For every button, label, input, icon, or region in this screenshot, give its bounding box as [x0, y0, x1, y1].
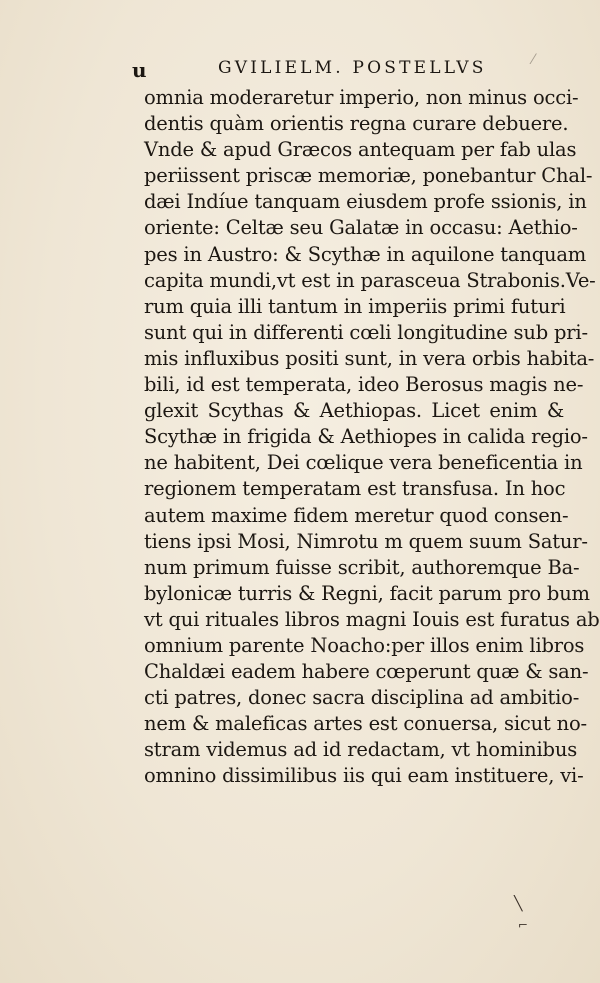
- text-line: dæi Indíue tanquam eiusdem profe ssionis, in: [144, 190, 587, 214]
- text-line: sunt qui in differenti cœli longitudine sub pri-: [144, 320, 588, 344]
- text-line: bili, id est temperata, ideo Berosus magis ne-: [144, 373, 584, 397]
- page-number: u: [132, 58, 148, 82]
- text-line: capita mundi,vt est in parasceua Strabonis.Ve-: [144, 268, 596, 292]
- text-line: nem & maleficas artes est conuersa, sicut no-: [144, 712, 587, 736]
- text-line: autem maxime fidem meretur quod consen-: [144, 503, 569, 527]
- text-line: bylonicæ turris & Regni, facit parum pro bum: [144, 581, 590, 605]
- body-text: [144, 85, 600, 790]
- text-line: omnium parente Noacho:per illos enim libros: [144, 633, 585, 657]
- text-line: Vnde & apud Græcos antequam per fab ulas: [144, 138, 577, 162]
- page-header: [132, 52, 552, 82]
- text-line: Scythæ in frigida & Aethiopes in calida regio-: [144, 425, 588, 449]
- text-line: stram videmus ad id redactam, vt hominibus: [144, 738, 577, 762]
- stray-mark: ⌐: [518, 918, 529, 932]
- text-line: regionem temperatam est transfusa. In hoc: [144, 477, 566, 501]
- bleed-through-mark: ⁄: [532, 52, 535, 68]
- running-head: GVILIELM. POSTELLVS: [218, 58, 487, 78]
- text-line: num primum fuisse scribit, authoremque Ba-: [144, 555, 580, 579]
- text-line: Chaldæi eadem habere cœperunt quæ & san-: [144, 660, 589, 684]
- text-line: omnia moderaretur imperio, non minus occi-: [144, 86, 579, 109]
- text-line: ne habitent, Dei cœlique vera beneficentia in: [144, 451, 583, 475]
- text-line: dentis quàm orientis regna curare debuere.: [144, 112, 569, 136]
- text-line: pes in Austro: & Scythæ in aquilone tanquam: [144, 242, 587, 266]
- text-line: omnino dissimilibus iis qui eam instituere, vi-: [144, 764, 584, 788]
- stray-mark: ╲: [514, 896, 523, 912]
- text-line: vt qui rituales libros magni Iouis est furatus ab: [144, 607, 600, 631]
- text-line: glexit Scythas & Aethiopas. Licet enim &: [144, 399, 564, 423]
- text-line: mis influxibus positi sunt, in vera orbis habita-: [144, 346, 595, 370]
- text-line: cti patres, donec sacra disciplina ad ambitio-: [144, 686, 580, 710]
- text-line: tiens ipsi Mosi, Nimrotu m quem suum Satur-: [144, 529, 588, 553]
- text-line: rum quia illi tantum in imperiis primi futuri: [144, 294, 566, 318]
- text-line: periissent priscæ memoriæ, ponebantur Chal-: [144, 164, 593, 188]
- text-line: oriente: Celtæ seu Galatæ in occasu: Aethio-: [144, 216, 578, 240]
